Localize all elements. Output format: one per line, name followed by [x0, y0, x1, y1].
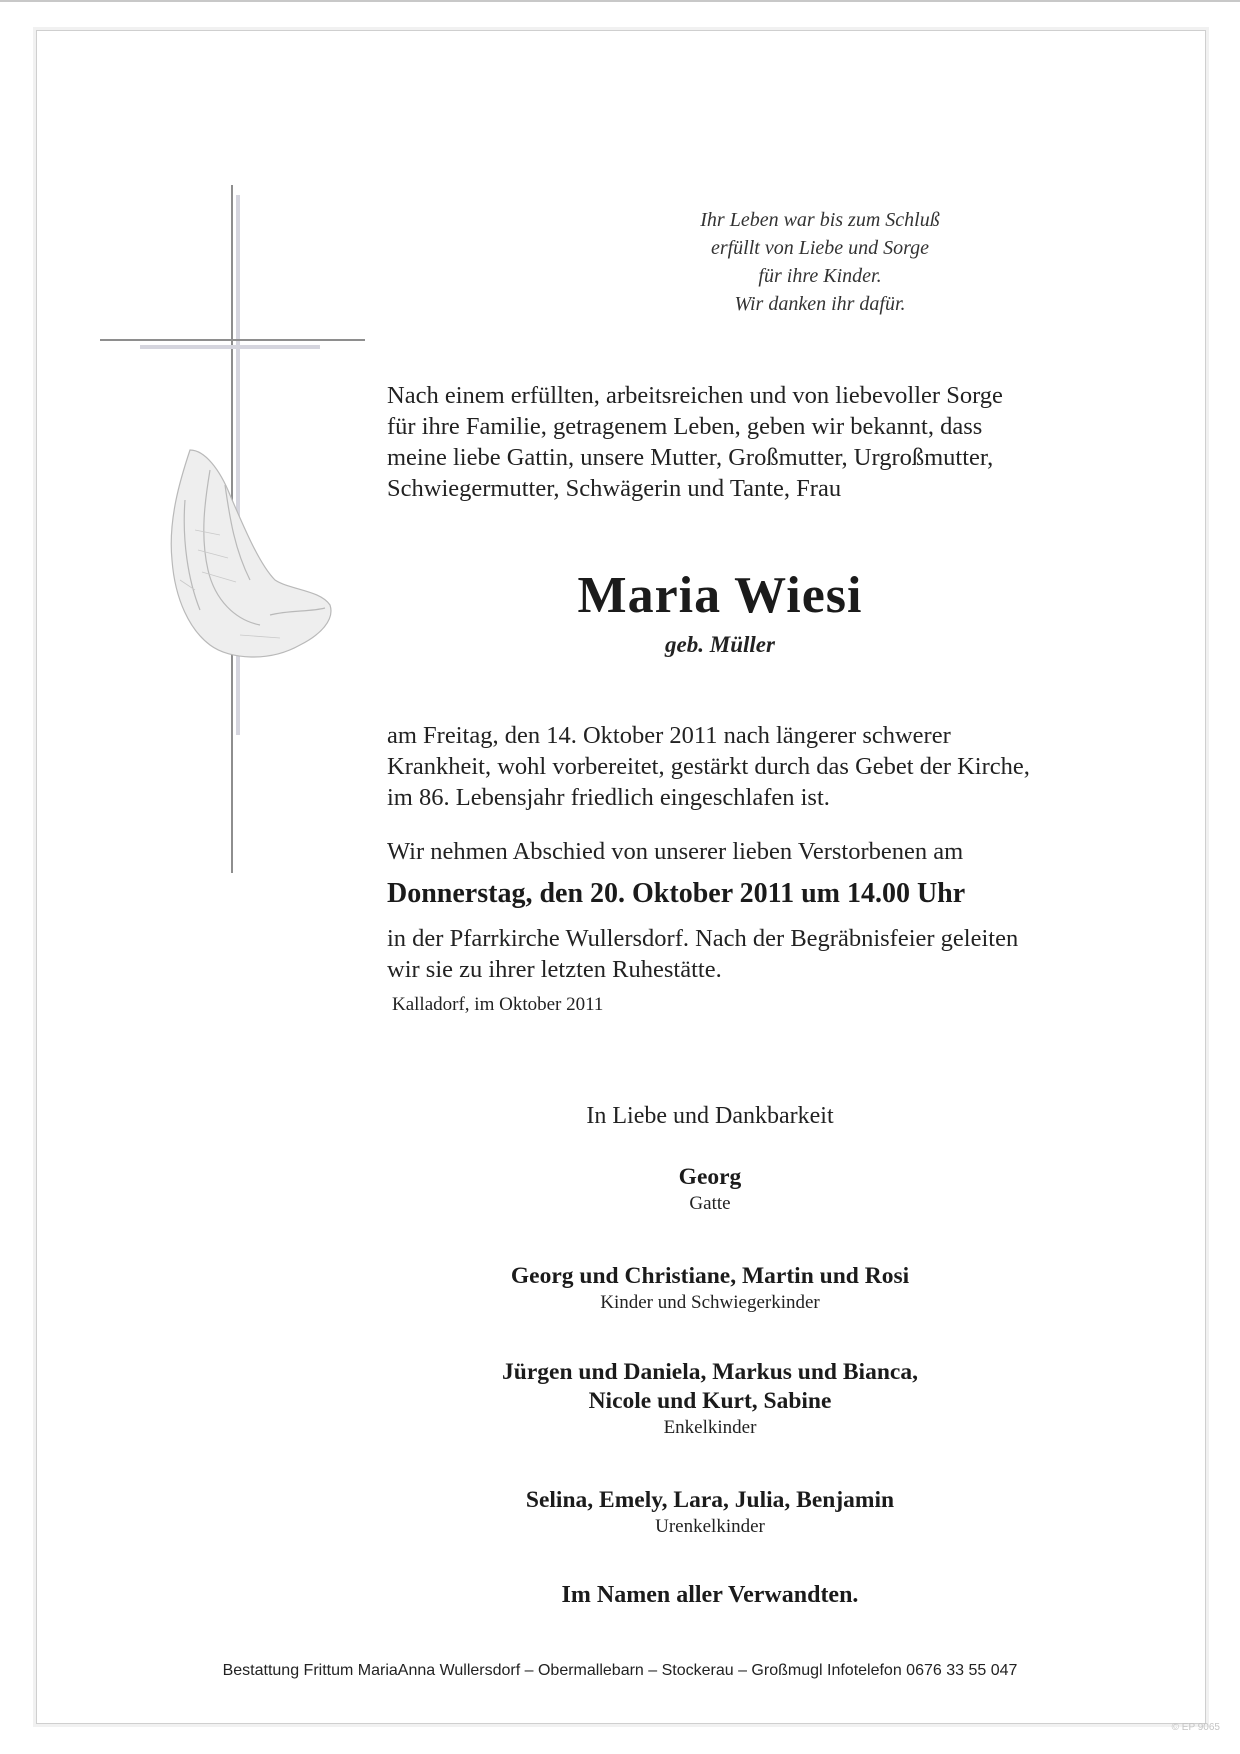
location-line: wir sie zu ihrer letzten Ruhestätte. [387, 956, 722, 983]
closing-line: Im Namen aller Verwandten. [561, 1582, 859, 1608]
funeral-date: Donnerstag, den 20. Oktober 2011 um 14.00 Uhr [387, 878, 966, 909]
mourner-group-children [460, 1262, 960, 1315]
quote-line: erfüllt von Liebe und Sorge [710, 237, 930, 259]
death-line: Krankheit, wohl vorbereitet, gestärkt durch das Gebet der Kirche, [387, 753, 1030, 780]
location-line: in der Pfarrkirche Wullersdorf. Nach der Begräbnisfeier geleiten [387, 925, 1019, 952]
mourners-intro: In Liebe und Dankbarkeit [586, 1103, 834, 1129]
farewell-text [387, 836, 963, 867]
intro-line: für ihre Familie, getragenem Leben, geben wir bekannt, dass [387, 413, 983, 440]
mourner-role: Urenkelkinder [655, 1516, 765, 1537]
mourner-names: Jürgen und Daniela, Markus und Bianca, [502, 1359, 918, 1385]
mourner-group-great-grandchildren [460, 1486, 960, 1539]
mourner-group-spouse [460, 1163, 960, 1216]
mourner-names: Nicole und Kurt, Sabine [588, 1388, 832, 1414]
praying-hands-icon [150, 440, 350, 670]
mourner-role: Enkelkinder [663, 1417, 757, 1438]
mourner-names: Georg und Christiane, Martin und Rosi [510, 1263, 910, 1289]
quote-line: Wir danken ihr dafür. [734, 293, 906, 315]
scan-top-edge [0, 0, 1240, 2]
intro-line: Schwiegermutter, Schwägerin und Tante, Frau [387, 475, 842, 502]
quote-line: für ihre Kinder. [758, 265, 882, 287]
birth-name: geb. Müller [665, 632, 775, 657]
scan-mark: © EP 9065 [1171, 1722, 1220, 1733]
obituary-sheet [36, 30, 1206, 1724]
death-notice [387, 720, 1030, 813]
memorial-quote [640, 206, 1000, 318]
intro-line: meine liebe Gattin, unsere Mutter, Großmutter, Urgroßmutter, [387, 444, 994, 471]
announcement-intro [387, 380, 1003, 504]
mourner-role: Kinder und Schwiegerkinder [600, 1292, 820, 1313]
death-line: am Freitag, den 14. Oktober 2011 nach längerer schwerer [387, 722, 951, 749]
mourner-names: Selina, Emely, Lara, Julia, Benjamin [525, 1487, 895, 1513]
funeral-home-footer: Bestattung Frittum MariaAnna Wullersdorf – Obermallebarn – Stockerau – Großmugl Infotelefon 0676 33 55 047 [222, 1662, 1018, 1679]
mourner-names: Georg [678, 1164, 742, 1190]
cross-horizontal-shadow [140, 345, 320, 349]
quote-line: Ihr Leben war bis zum Schluß [700, 209, 940, 231]
place-and-date: Kalladorf, im Oktober 2011 [392, 994, 604, 1015]
mourner-role: Gatte [689, 1193, 731, 1214]
deceased-name: Maria Wiesi [577, 567, 863, 624]
cross-horizontal-bar [100, 339, 365, 341]
mourner-group-grandchildren [460, 1358, 960, 1440]
farewell-line: Wir nehmen Abschied von unserer lieben Verstorbenen am [387, 838, 964, 865]
intro-line: Nach einem erfüllten, arbeitsreichen und von liebevoller Sorge [387, 382, 1003, 409]
funeral-location [387, 923, 1018, 985]
death-line: im 86. Lebensjahr friedlich eingeschlafen ist. [387, 784, 830, 811]
